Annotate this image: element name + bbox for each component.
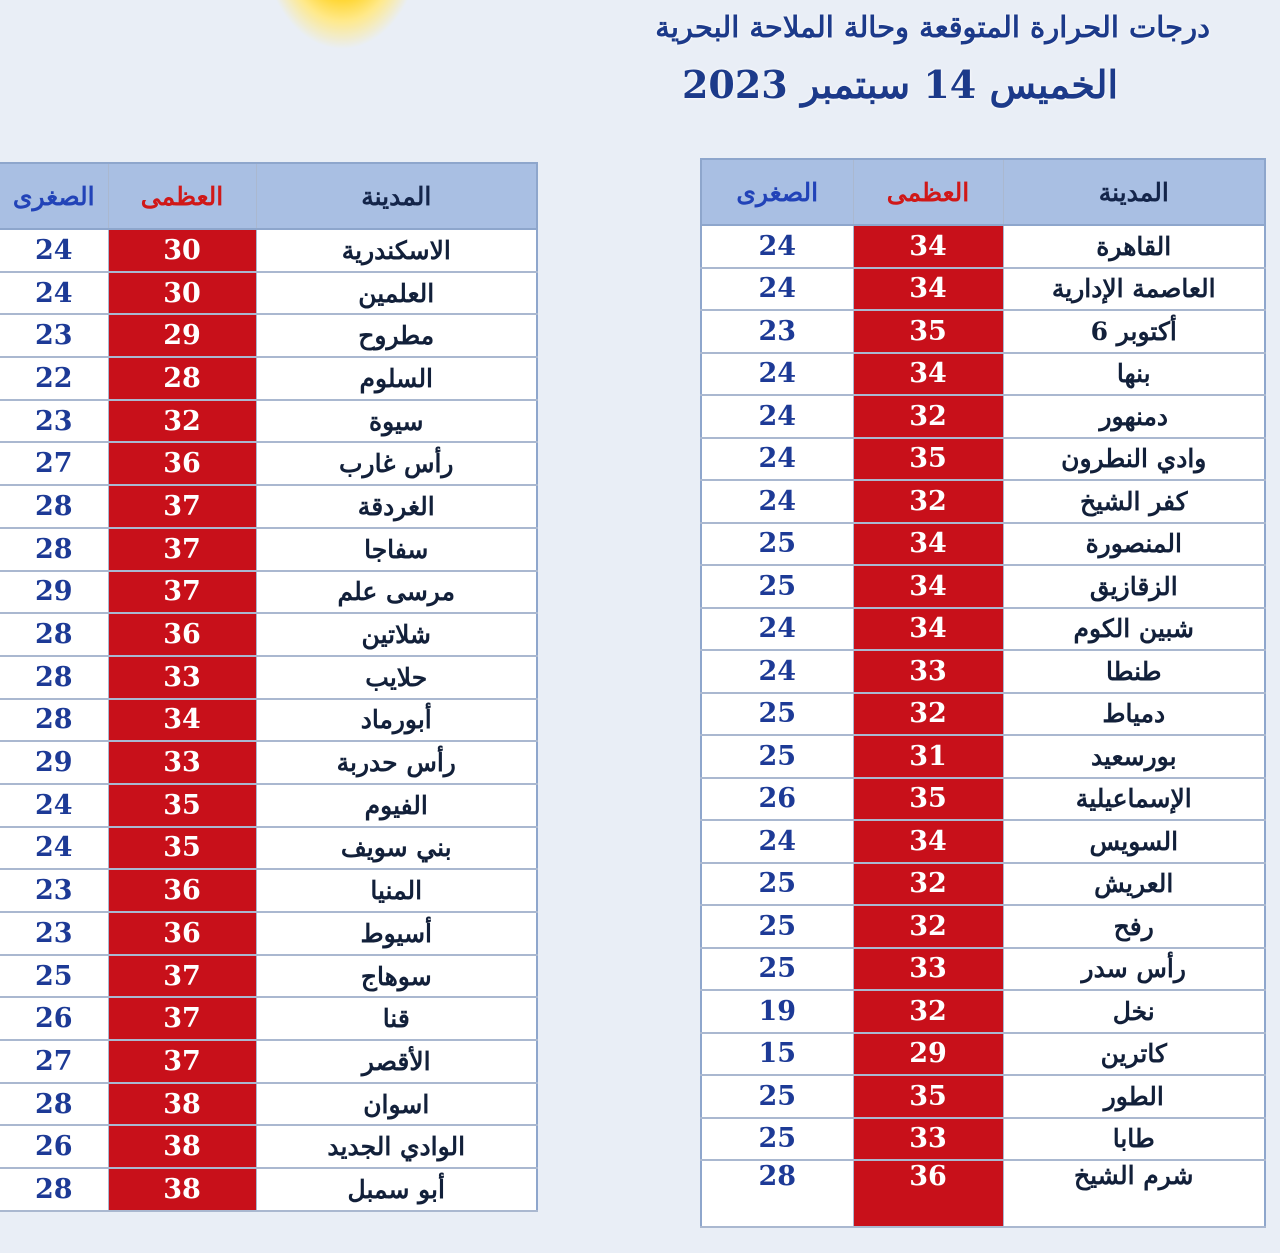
min-temp-cell: 24 — [701, 268, 853, 311]
min-temp-cell: 28 — [0, 1168, 108, 1211]
max-temp-cell: 34 — [853, 820, 1003, 863]
table-row — [701, 693, 1265, 736]
max-temp-cell: 36 — [108, 869, 256, 912]
min-temp-cell: 15 — [701, 1033, 853, 1076]
table-row — [701, 608, 1265, 651]
max-temp-cell: 35 — [108, 827, 256, 870]
table-row — [701, 523, 1265, 566]
city-cell: كاترين — [1003, 1033, 1265, 1076]
table-row — [701, 735, 1265, 778]
max-temp-cell: 30 — [108, 272, 256, 315]
min-temp-cell: 23 — [0, 400, 108, 443]
max-temp-cell: 32 — [108, 400, 256, 443]
city-cell: القاهرة — [1003, 225, 1265, 268]
table-row — [701, 310, 1265, 353]
max-temp-cell: 32 — [853, 480, 1003, 523]
sun-logo-icon — [262, 0, 422, 50]
min-temp-cell: 26 — [0, 997, 108, 1040]
min-temp-cell: 25 — [0, 955, 108, 998]
min-temp-cell: 23 — [701, 310, 853, 353]
city-cell: أسيوط — [256, 912, 537, 955]
min-temp-cell: 28 — [0, 485, 108, 528]
city-cell: رأس سدر — [1003, 948, 1265, 991]
table-row — [0, 314, 537, 357]
city-cell: الاسكندرية — [256, 229, 537, 272]
max-temp-cell: 36 — [108, 912, 256, 955]
min-temp-cell: 28 — [0, 656, 108, 699]
min-temp-cell: 23 — [0, 912, 108, 955]
min-temp-cell: 26 — [701, 778, 853, 821]
min-temp-cell: 28 — [0, 528, 108, 571]
table-row — [701, 1160, 1265, 1227]
max-temp-cell: 37 — [108, 1040, 256, 1083]
table-row — [701, 820, 1265, 863]
city-cell: أبو سمبل — [256, 1168, 537, 1211]
max-temp-cell: 32 — [853, 905, 1003, 948]
max-temp-cell: 31 — [853, 735, 1003, 778]
city-cell: بورسعيد — [1003, 735, 1265, 778]
max-temp-cell: 34 — [853, 353, 1003, 396]
min-temp-cell: 28 — [0, 613, 108, 656]
table-row — [0, 741, 537, 784]
table-row — [0, 400, 537, 443]
min-temp-cell: 25 — [701, 1075, 853, 1118]
city-cell: قنا — [256, 997, 537, 1040]
table-row — [701, 990, 1265, 1033]
city-cell: بني سويف — [256, 827, 537, 870]
table-row — [0, 1168, 537, 1211]
min-temp-cell: 24 — [701, 480, 853, 523]
table-row — [701, 650, 1265, 693]
temperature-table-right — [700, 158, 1266, 1228]
min-temp-cell: 24 — [701, 225, 853, 268]
city-cell: طنطا — [1003, 650, 1265, 693]
city-cell: بنها — [1003, 353, 1265, 396]
max-temp-cell: 35 — [853, 778, 1003, 821]
table-row — [701, 778, 1265, 821]
max-temp-cell: 35 — [108, 784, 256, 827]
min-temp-cell: 24 — [701, 438, 853, 481]
max-temp-cell: 34 — [853, 565, 1003, 608]
table-row — [0, 656, 537, 699]
city-cell: سيوة — [256, 400, 537, 443]
city-cell: الإسماعيلية — [1003, 778, 1265, 821]
city-cell: المنصورة — [1003, 523, 1265, 566]
max-temp-cell: 38 — [108, 1083, 256, 1126]
city-cell: الزقازيق — [1003, 565, 1265, 608]
min-temp-cell: 22 — [0, 357, 108, 400]
max-temp-cell: 36 — [108, 613, 256, 656]
min-temp-cell: 27 — [0, 1040, 108, 1083]
city-cell: أبورماد — [256, 699, 537, 742]
city-cell: شلاتين — [256, 613, 537, 656]
table-row — [701, 353, 1265, 396]
city-cell: حلايب — [256, 656, 537, 699]
min-temp-cell: 28 — [701, 1160, 853, 1227]
max-temp-cell: 38 — [108, 1168, 256, 1211]
max-temp-cell: 37 — [108, 955, 256, 998]
max-temp-cell: 35 — [853, 1075, 1003, 1118]
city-cell: دمياط — [1003, 693, 1265, 736]
max-temp-cell: 36 — [108, 442, 256, 485]
min-temp-cell: 24 — [701, 608, 853, 651]
city-cell: الطور — [1003, 1075, 1265, 1118]
max-temp-cell: 33 — [108, 656, 256, 699]
table-row — [0, 869, 537, 912]
max-temp-cell: 34 — [853, 268, 1003, 311]
max-temp-cell: 36 — [853, 1160, 1003, 1227]
header-min: الصغرى — [0, 163, 108, 229]
forecast-date: الخميس 14 سبتمبر 2023 — [681, 62, 1119, 107]
city-cell: سفاجا — [256, 528, 537, 571]
table-row — [701, 565, 1265, 608]
city-cell: طابا — [1003, 1118, 1265, 1161]
city-cell: نخل — [1003, 990, 1265, 1033]
max-temp-cell: 32 — [853, 990, 1003, 1033]
table-row — [0, 997, 537, 1040]
max-temp-cell: 28 — [108, 357, 256, 400]
city-cell: المنيا — [256, 869, 537, 912]
table-row — [701, 395, 1265, 438]
table-row — [0, 784, 537, 827]
min-temp-cell: 24 — [701, 395, 853, 438]
table-row — [701, 863, 1265, 906]
min-temp-cell: 26 — [0, 1125, 108, 1168]
max-temp-cell: 37 — [108, 571, 256, 614]
table-row — [0, 272, 537, 315]
max-temp-cell: 37 — [108, 528, 256, 571]
city-cell: شبين الكوم — [1003, 608, 1265, 651]
max-temp-cell: 33 — [108, 741, 256, 784]
min-temp-cell: 24 — [0, 272, 108, 315]
min-temp-cell: 29 — [0, 571, 108, 614]
table-row — [0, 1125, 537, 1168]
table-row — [0, 699, 537, 742]
table-row — [0, 571, 537, 614]
max-temp-cell: 37 — [108, 485, 256, 528]
max-temp-cell: 33 — [853, 1118, 1003, 1161]
max-temp-cell: 34 — [108, 699, 256, 742]
table-row — [701, 225, 1265, 268]
table-row — [0, 442, 537, 485]
city-cell: الوادي الجديد — [256, 1125, 537, 1168]
header-city: المدينة — [1003, 159, 1265, 225]
city-cell: الغردقة — [256, 485, 537, 528]
min-temp-cell: 25 — [701, 523, 853, 566]
min-temp-cell: 24 — [701, 353, 853, 396]
table-row — [0, 827, 537, 870]
table-row — [701, 905, 1265, 948]
table-row — [0, 357, 537, 400]
min-temp-cell: 23 — [0, 869, 108, 912]
min-temp-cell: 23 — [0, 314, 108, 357]
max-temp-cell: 33 — [853, 650, 1003, 693]
max-temp-cell: 29 — [853, 1033, 1003, 1076]
temperature-table-left — [0, 162, 538, 1212]
min-temp-cell: 19 — [701, 990, 853, 1033]
city-cell: سوهاج — [256, 955, 537, 998]
max-temp-cell: 33 — [853, 948, 1003, 991]
min-temp-cell: 25 — [701, 735, 853, 778]
max-temp-cell: 29 — [108, 314, 256, 357]
city-cell: كفر الشيخ — [1003, 480, 1265, 523]
table-row — [701, 1075, 1265, 1118]
max-temp-cell: 38 — [108, 1125, 256, 1168]
min-temp-cell: 27 — [0, 442, 108, 485]
header-city: المدينة — [256, 163, 537, 229]
header-max: العظمى — [853, 159, 1003, 225]
table-row — [0, 229, 537, 272]
max-temp-cell: 32 — [853, 395, 1003, 438]
city-cell: العاصمة الإدارية — [1003, 268, 1265, 311]
city-cell: رأس غارب — [256, 442, 537, 485]
min-temp-cell: 24 — [701, 820, 853, 863]
max-temp-cell: 34 — [853, 608, 1003, 651]
header-min: الصغرى — [701, 159, 853, 225]
table-row — [701, 268, 1265, 311]
min-temp-cell: 28 — [0, 1083, 108, 1126]
city-cell: العلمين — [256, 272, 537, 315]
min-temp-cell: 24 — [0, 784, 108, 827]
city-cell: رفح — [1003, 905, 1265, 948]
city-cell: 6 أكتوبر — [1003, 310, 1265, 353]
table-row — [0, 613, 537, 656]
min-temp-cell: 25 — [701, 948, 853, 991]
city-cell: السويس — [1003, 820, 1265, 863]
city-cell: مرسى علم — [256, 571, 537, 614]
city-cell: دمنهور — [1003, 395, 1265, 438]
max-temp-cell: 30 — [108, 229, 256, 272]
min-temp-cell: 24 — [0, 827, 108, 870]
min-temp-cell: 25 — [701, 565, 853, 608]
table-row — [701, 438, 1265, 481]
min-temp-cell: 25 — [701, 1118, 853, 1161]
table-row — [0, 528, 537, 571]
city-cell: العريش — [1003, 863, 1265, 906]
table-row — [0, 485, 537, 528]
max-temp-cell: 35 — [853, 438, 1003, 481]
min-temp-cell: 24 — [701, 650, 853, 693]
page-title: درجات الحرارة المتوقعة وحالة الملاحة البحرية — [655, 10, 1210, 44]
min-temp-cell: 24 — [0, 229, 108, 272]
min-temp-cell: 28 — [0, 699, 108, 742]
table-row — [701, 480, 1265, 523]
table-row — [0, 955, 537, 998]
city-cell: السلوم — [256, 357, 537, 400]
max-temp-cell: 37 — [108, 997, 256, 1040]
city-cell: مطروح — [256, 314, 537, 357]
city-cell: اسوان — [256, 1083, 537, 1126]
table-row — [701, 1033, 1265, 1076]
city-cell: وادي النطرون — [1003, 438, 1265, 481]
min-temp-cell: 25 — [701, 863, 853, 906]
max-temp-cell: 32 — [853, 693, 1003, 736]
table-row — [0, 912, 537, 955]
city-cell: شرم الشيخ — [1003, 1160, 1265, 1227]
min-temp-cell: 25 — [701, 693, 853, 736]
table-row — [701, 948, 1265, 991]
max-temp-cell: 34 — [853, 225, 1003, 268]
min-temp-cell: 29 — [0, 741, 108, 784]
table-row — [701, 1118, 1265, 1161]
city-cell: الفيوم — [256, 784, 537, 827]
table-row — [0, 1040, 537, 1083]
max-temp-cell: 34 — [853, 523, 1003, 566]
city-cell: الأقصر — [256, 1040, 537, 1083]
max-temp-cell: 32 — [853, 863, 1003, 906]
header-max: العظمى — [108, 163, 256, 229]
min-temp-cell: 25 — [701, 905, 853, 948]
max-temp-cell: 35 — [853, 310, 1003, 353]
city-cell: رأس حدربة — [256, 741, 537, 784]
table-row — [0, 1083, 537, 1126]
